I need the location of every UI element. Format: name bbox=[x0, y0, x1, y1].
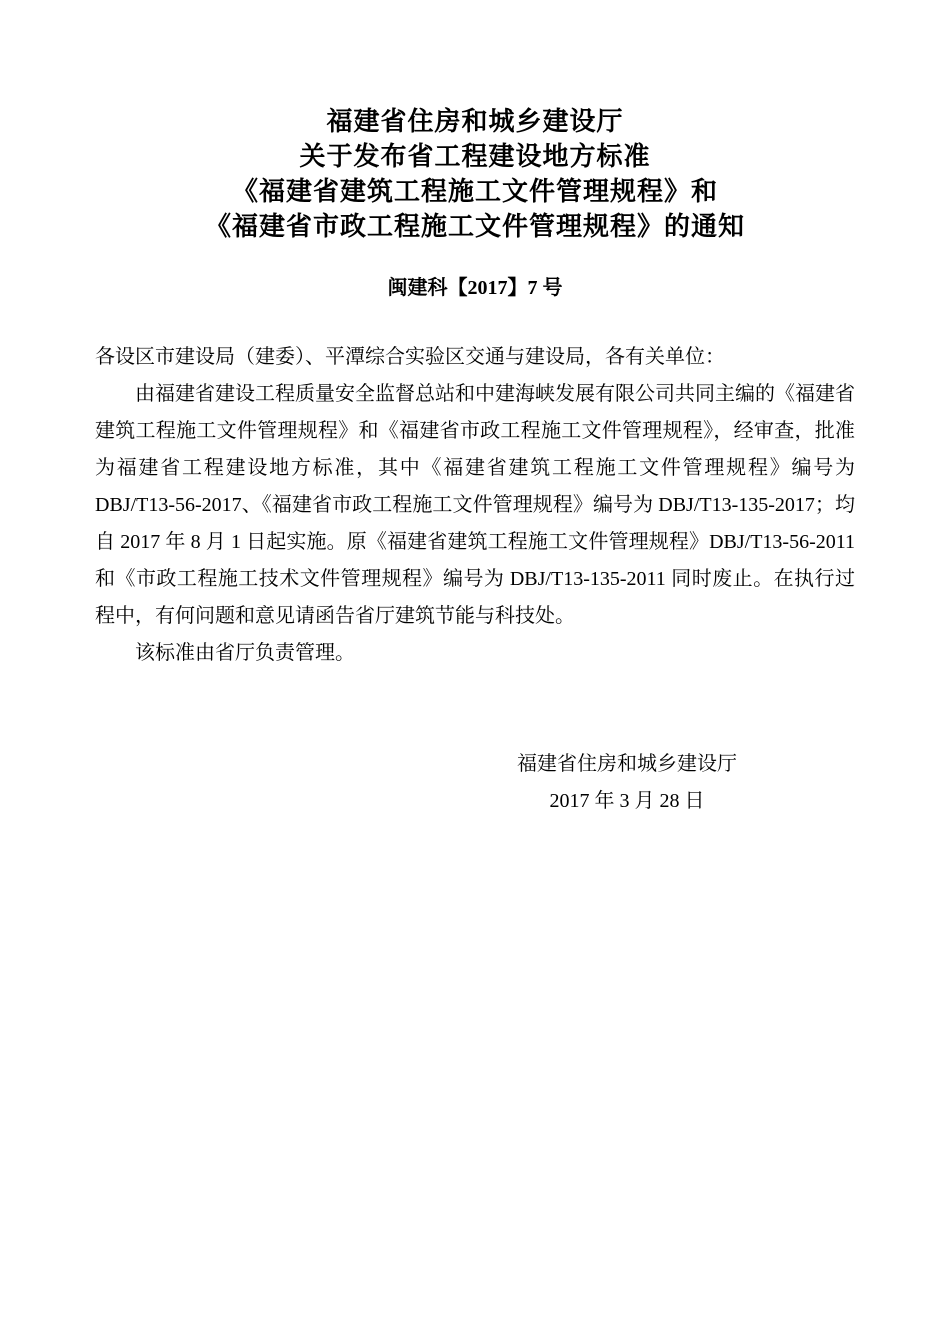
signature-block bbox=[477, 746, 777, 820]
signature-date: 2017 年 3 月 28 日 bbox=[549, 790, 705, 812]
body-paragraph: 由福建省建设工程质量安全监督总站和中建海峡发展有限公司共同主编的《福建省建筑工程施工文件管理规程》和《福建省市政工程施工文件管理规程》，经审查，批准为福建省工程建设地方标准，其中《福建省建筑工程施工文件管理规程》编号为 DBJ/T13-56-2017、《福建省市政工程施工文件管理规程》编号为 DBJ/T13-135-2017；均自 2017 年 8 月 1 日起实施。原《福建省建筑工程施工文件管理规程》DBJ/T13-56-2011 和《市政工程施工技术文件管理规程》编号为 DBJ/T13-135-2011 同时废止。在执行过程中，有何问题和意见请函告省厅建筑节能与科技处。 bbox=[95, 383, 855, 627]
closing-paragraph: 该标准由省厅负责管理。 bbox=[135, 642, 355, 664]
title-line-3: 《福建省建筑工程施工文件管理规程》和 bbox=[231, 177, 718, 206]
document-title bbox=[95, 104, 855, 244]
signature-organization: 福建省住房和城乡建设厅 bbox=[517, 753, 737, 775]
salutation-line: 各设区市建设局（建委）、平潭综合实验区交通与建设局，各有关单位： bbox=[95, 346, 725, 368]
title-line-1: 福建省住房和城乡建设厅 bbox=[326, 107, 624, 136]
title-line-4: 《福建省市政工程施工文件管理规程》的通知 bbox=[204, 212, 745, 241]
title-line-2: 关于发布省工程建设地方标准 bbox=[299, 142, 651, 171]
document-number: 闽建科【2017】7 号 bbox=[387, 277, 563, 299]
